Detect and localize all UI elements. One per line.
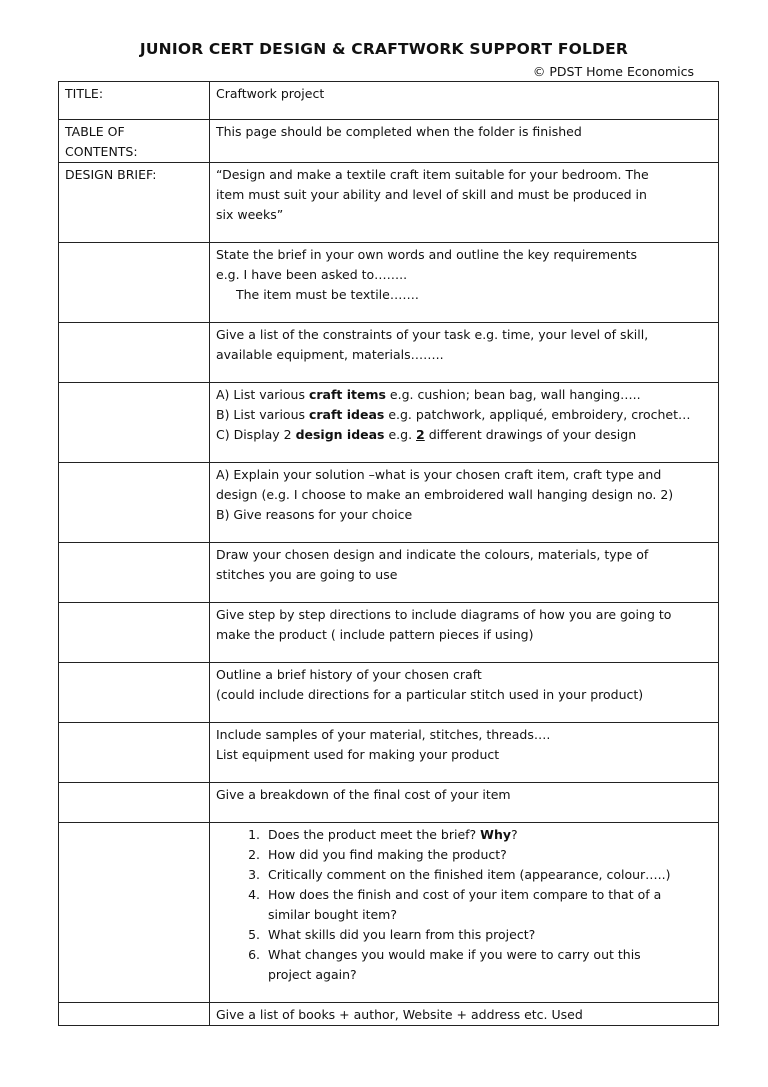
instruction-text: A) List various craft items e.g. cushion; bean bag, wall hanging….. bbox=[216, 387, 641, 402]
instruction-text: State the brief in your own words and outline the key requirements bbox=[216, 247, 638, 262]
question-item: 6. What changes you would make if you were to carry out this project again? bbox=[264, 945, 712, 985]
row-solution bbox=[59, 463, 719, 543]
content-cell bbox=[210, 243, 719, 323]
row-label: TABLE OF bbox=[65, 124, 125, 139]
row-craft-lists bbox=[59, 383, 719, 463]
label-cell bbox=[59, 323, 210, 383]
label-cell bbox=[59, 783, 210, 823]
label-cell bbox=[59, 663, 210, 723]
instruction-text: Give a breakdown of the final cost of your item bbox=[216, 787, 511, 802]
instruction-text: Give a list of books + author, Website + address etc. Used bbox=[216, 1007, 583, 1022]
content-cell bbox=[210, 82, 719, 120]
row-table-of-contents bbox=[59, 120, 719, 163]
label-cell bbox=[59, 463, 210, 543]
content-cell bbox=[210, 543, 719, 603]
brief-text: item must suit your ability and level of skill and must be produced in bbox=[216, 187, 647, 202]
brief-text: “Design and make a textile craft item suitable for your bedroom. The bbox=[216, 167, 649, 182]
content-cell bbox=[210, 663, 719, 723]
label-cell bbox=[59, 163, 210, 243]
instruction-text: B) List various craft ideas e.g. patchwork, appliqué, embroidery, crochet… bbox=[216, 407, 691, 422]
row-text: This page should be completed when the folder is finished bbox=[216, 124, 582, 139]
question-item: 3. Critically comment on the finished item (appearance, colour…..) bbox=[264, 865, 712, 885]
question-item: 1. Does the product meet the brief? Why? bbox=[264, 825, 712, 845]
row-text: Craftwork project bbox=[216, 86, 325, 101]
content-cell bbox=[210, 603, 719, 663]
row-design-brief bbox=[59, 163, 719, 243]
row-label: DESIGN BRIEF: bbox=[65, 167, 157, 182]
instruction-text: available equipment, materials…….. bbox=[216, 347, 444, 362]
content-cell bbox=[210, 783, 719, 823]
content-cell bbox=[210, 823, 719, 1003]
label-cell bbox=[59, 1003, 210, 1026]
instruction-text: C) Display 2 design ideas e.g. 2 different drawings of your design bbox=[216, 427, 637, 442]
instruction-text: List equipment used for making your product bbox=[216, 747, 500, 762]
row-cost bbox=[59, 783, 719, 823]
instruction-text: The item must be textile……. bbox=[236, 287, 419, 302]
instruction-text: stitches you are going to use bbox=[216, 567, 398, 582]
row-chosen-design bbox=[59, 543, 719, 603]
question-item: 4. How does the finish and cost of your item compare to that of a similar bought item? bbox=[264, 885, 712, 925]
question-item: 5. What skills did you learn from this project? bbox=[264, 925, 712, 945]
support-folder-table bbox=[58, 81, 719, 1026]
content-cell bbox=[210, 723, 719, 783]
label-cell bbox=[59, 120, 210, 163]
label-cell bbox=[59, 82, 210, 120]
label-cell bbox=[59, 603, 210, 663]
content-cell bbox=[210, 163, 719, 243]
brief-text: six weeks” bbox=[216, 207, 284, 222]
row-history bbox=[59, 663, 719, 723]
instruction-text: (could include directions for a particular stitch used in your product) bbox=[216, 687, 644, 702]
row-title bbox=[59, 82, 719, 120]
content-cell bbox=[210, 1003, 719, 1026]
row-state-brief bbox=[59, 243, 719, 323]
content-cell bbox=[210, 463, 719, 543]
instruction-text: Draw your chosen design and indicate the colours, materials, type of bbox=[216, 547, 649, 562]
content-cell bbox=[210, 323, 719, 383]
row-label: TITLE: bbox=[65, 86, 104, 101]
row-label: CONTENTS: bbox=[65, 144, 138, 159]
content-cell bbox=[210, 383, 719, 463]
row-references bbox=[59, 1003, 719, 1026]
copyright-notice: © PDST Home Economics bbox=[532, 64, 694, 79]
instruction-text: Give step by step directions to include diagrams of how you are going to bbox=[216, 607, 672, 622]
instruction-text: A) Explain your solution –what is your chosen craft item, craft type and bbox=[216, 467, 662, 482]
instruction-text: make the product ( include pattern pieces if using) bbox=[216, 627, 534, 642]
label-cell bbox=[59, 243, 210, 323]
row-constraints bbox=[59, 323, 719, 383]
instruction-text: Include samples of your material, stitches, threads…. bbox=[216, 727, 551, 742]
instruction-text: Give a list of the constraints of your task e.g. time, your level of skill, bbox=[216, 327, 649, 342]
evaluation-questions bbox=[216, 825, 712, 985]
label-cell bbox=[59, 543, 210, 603]
question-item: 2. How did you find making the product? bbox=[264, 845, 712, 865]
page-title: JUNIOR CERT DESIGN & CRAFTWORK SUPPORT FOLDER bbox=[139, 40, 629, 58]
label-cell bbox=[59, 383, 210, 463]
label-cell bbox=[59, 723, 210, 783]
row-samples bbox=[59, 723, 719, 783]
instruction-text: B) Give reasons for your choice bbox=[216, 507, 413, 522]
row-directions bbox=[59, 603, 719, 663]
row-evaluation bbox=[59, 823, 719, 1003]
instruction-text: Outline a brief history of your chosen craft bbox=[216, 667, 482, 682]
instruction-text: e.g. I have been asked to…….. bbox=[216, 267, 408, 282]
instruction-text: design (e.g. I choose to make an embroidered wall hanging design no. 2) bbox=[216, 487, 674, 502]
content-cell bbox=[210, 120, 719, 163]
label-cell bbox=[59, 823, 210, 1003]
